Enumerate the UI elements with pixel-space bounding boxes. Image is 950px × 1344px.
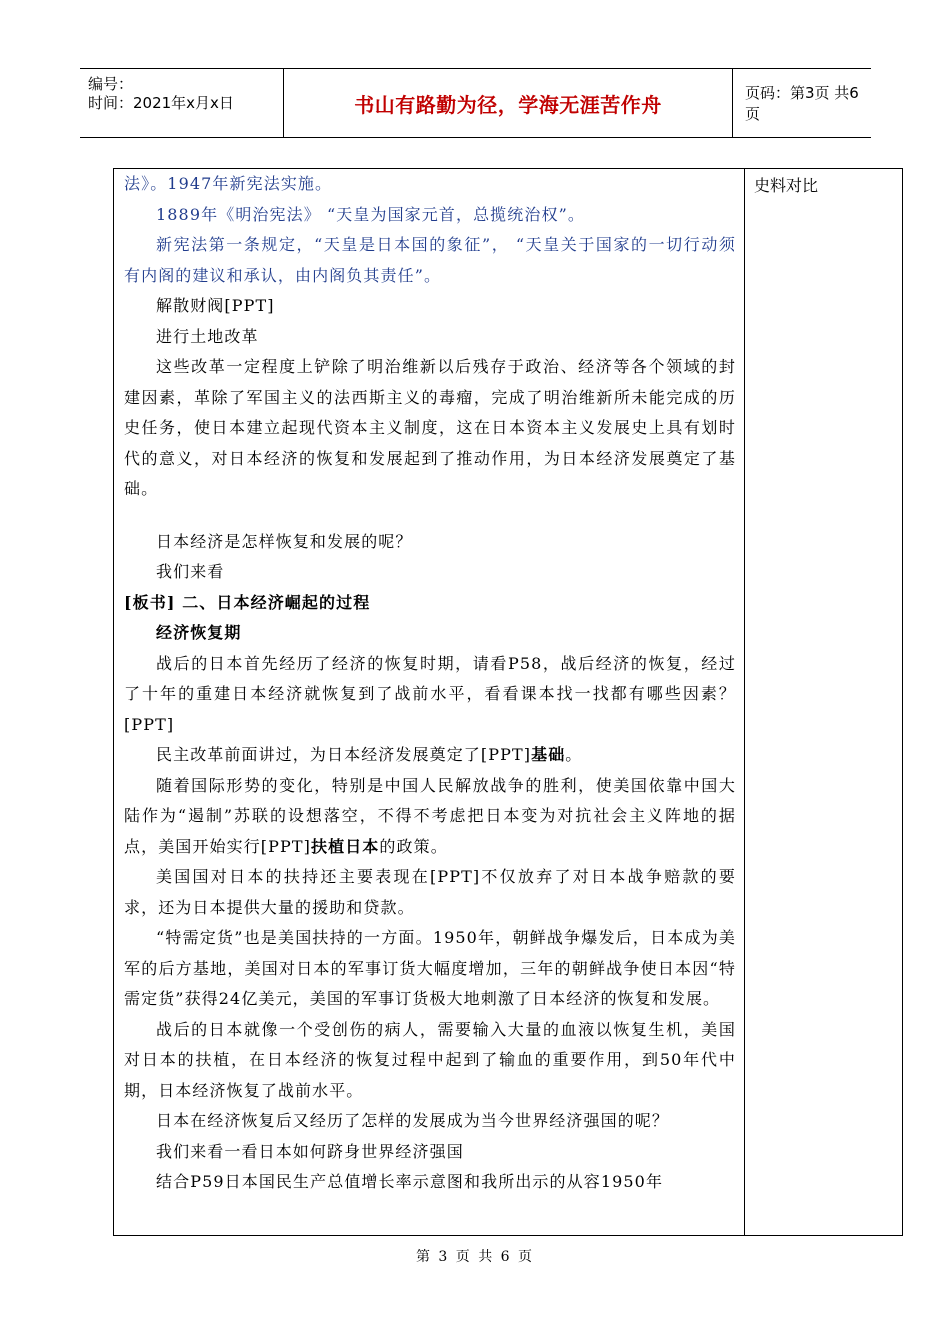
text-run: 民主改革前面讲过，为日本经济发展奠定了[PPT] xyxy=(156,745,532,764)
main-column xyxy=(124,169,736,1198)
section-heading: [板书] 二、日本经济崛起的过程 xyxy=(124,592,371,612)
page-header xyxy=(80,68,871,138)
paragraph: 战后的日本就像一个受创伤的病人，需要输入大量的血液以恢复生机，美国对日本的扶植，在日本经济的恢复过程中起到了输血的重要作用，到50年代中期，日本经济恢复了战前水平。 xyxy=(124,1019,736,1100)
paragraph: 解散财阀[PPT] xyxy=(156,296,275,315)
paragraph: 新宪法第一条规定，“天皇是日本国的象征”， “天皇关于国家的一切行动须有内阁的建议和承认，由内阁负其责任”。 xyxy=(124,235,736,285)
paragraph: 1889年《明治宪法》 “天皇为国家元首，总揽统治权”。 xyxy=(156,204,585,224)
header-meta xyxy=(80,69,284,137)
paragraph: “特需定货”也是美国扶持的一方面。1950年，朝鲜战争爆发后，日本成为美军的后方基地，美国对日本的军事订货大幅度增加，三年的朝鲜战争使日本因“特需定货”获得24亿美元，美国的军事订货极大地刺激了日本经济的恢复和发展。 xyxy=(124,928,736,1008)
paragraph: 我们来看 xyxy=(156,562,225,581)
paragraph: 日本经济是怎样恢复和发展的呢？ xyxy=(156,531,413,551)
page-footer: 第 3 页 共 6 页 xyxy=(415,1249,535,1265)
paragraph: 进行土地改革 xyxy=(156,326,259,346)
subsection-heading: 经济恢复期 xyxy=(156,623,242,642)
time-label: 时间：2021年x月x日 xyxy=(88,94,234,112)
paragraph: 这些改革一定程度上铲除了明治维新以后残存于政治、经济等各个领域的封建因素，革除了军国主义的法西斯主义的毒瘤，完成了明治维新所未能完成的历史任务，使日本建立起现代资本主义制度，这在日本资本主义发展史上具有划时代的意义，对日本经济的恢复和发展起到了推动作用，为日本经济发展奠定了基础。 xyxy=(124,357,736,498)
paragraph: 法》。1947年新宪法实施。 xyxy=(124,174,333,193)
content-table xyxy=(113,168,903,1236)
paragraph xyxy=(124,740,736,771)
number-label: 编号： xyxy=(88,75,134,93)
paragraph: 战后的日本首先经历了经济的恢复时期，请看P58，战后经济的恢复，经过了十年的重建日本经济就恢复到了战前水平，看看课本找一找都有哪些因素？[PPT] xyxy=(124,653,736,734)
paragraph: 结合P59日本国民生产总值增长率示意图和我所出示的从容1950年 xyxy=(156,1172,664,1191)
paragraph xyxy=(124,771,736,863)
header-page-code: 页码：第3页 共6页 xyxy=(745,84,859,123)
column-divider xyxy=(744,169,745,1235)
header-motto: 书山有路勤为径，学海无涯苦作舟 xyxy=(284,69,733,137)
bold-term: 基础 xyxy=(531,745,566,764)
text-run: 随着国际形势的变化，特别是中国人民解放战争的胜利，使美国依靠中国大陆作为“遏制”苏联的设想落空，不得不考虑把日本变为对抗社会主义阵地的据点，美国开始实行[PPT] xyxy=(124,775,736,856)
text-run: 。 xyxy=(565,745,583,764)
side-note: 史料对比 xyxy=(754,176,819,195)
text-run: 的政策。 xyxy=(379,836,448,856)
paragraph: 我们来看一看日本如何跻身世界经济强国 xyxy=(156,1141,464,1161)
bold-term: 扶植日本 xyxy=(311,836,380,856)
paragraph: 美国国对日本的扶持还主要表现在[PPT]不仅放弃了对日本战争赔款的要求，还为日本提供大量的援助和贷款。 xyxy=(124,867,736,917)
spacer xyxy=(124,505,736,527)
paragraph: 日本在经济恢复后又经历了怎样的发展成为当今世界经济强国的呢？ xyxy=(156,1111,670,1130)
